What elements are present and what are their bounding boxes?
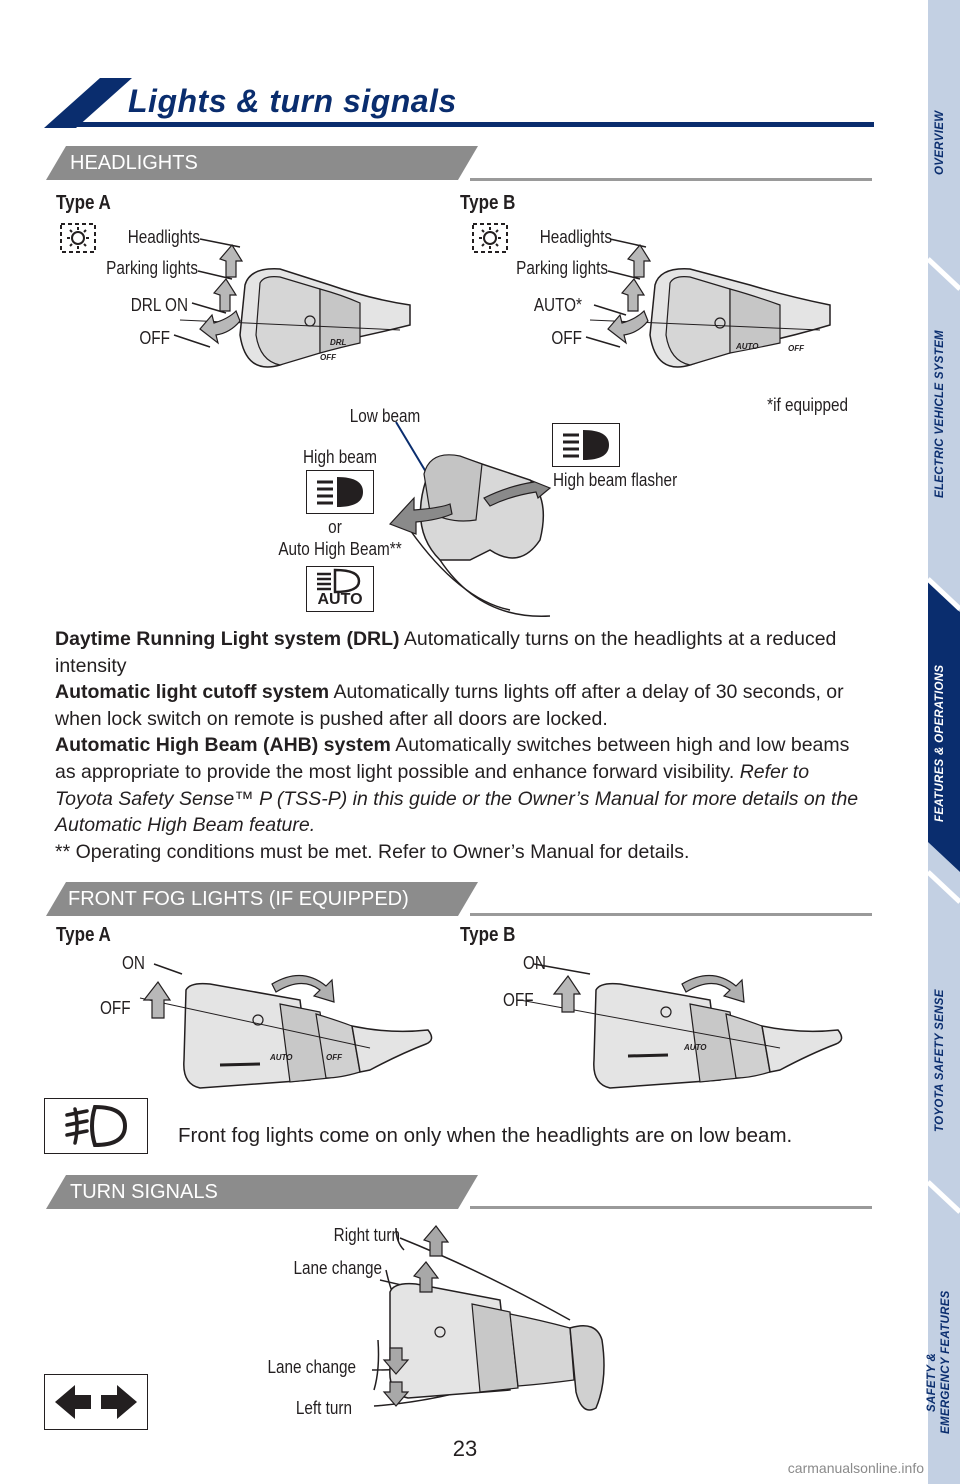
- sidebar-tab-label: OVERVIEW: [934, 110, 946, 175]
- svg-text:AUTO: AUTO: [270, 1053, 293, 1062]
- fog-type-a-label: Type A: [56, 924, 111, 946]
- drl-text: Automatically turns on the headlights at a reduced intensity: [55, 628, 837, 677]
- svg-text:OFF: OFF: [320, 353, 336, 362]
- lane-change-up-label: Lane change: [293, 1258, 382, 1278]
- sidebar-tab-label: TOYOTA SAFETY SENSE: [934, 989, 946, 1132]
- lane-change-down-label: Lane change: [267, 1357, 356, 1377]
- high-beam-icon: [306, 470, 374, 514]
- turn-section-title: TURN SIGNALS: [70, 1181, 218, 1203]
- sidebar-tab-overview[interactable]: [928, 0, 960, 262]
- position-off-a: OFF: [139, 328, 170, 348]
- sidebar-tab-safety-emergency-features[interactable]: [928, 1202, 960, 1484]
- position-parking-lights-b: Parking lights: [516, 258, 608, 278]
- svg-text:AUTO: AUTO: [684, 1043, 707, 1052]
- svg-text:OFF: OFF: [326, 1053, 342, 1062]
- turn-arrows-icon: [44, 1374, 148, 1430]
- sidebar-tab-toyota-safety-sense[interactable]: [928, 882, 960, 1202]
- headlight-stalk-type-b: [580, 225, 850, 385]
- fog-stalk-type-a: [130, 960, 440, 1100]
- ahb-title: Automatic High Beam (AHB) system: [55, 734, 391, 757]
- auto-icon-text: AUTO: [317, 591, 363, 608]
- section-divider: [470, 178, 872, 181]
- sidebar-tab-label: ELECTRIC VEHICLE SYSTEM: [934, 330, 946, 498]
- sidebar-tab-label: FEATURES & OPERATIONS: [934, 664, 946, 822]
- right-turn-label: Right turn: [333, 1225, 400, 1245]
- svg-text:DRL: DRL: [330, 338, 347, 347]
- position-parking-lights-a: Parking lights: [106, 258, 198, 278]
- ahb-text: Automatically switches between high and low beams as appropriate to provide the most light possible and enhance forward visibility.: [55, 734, 850, 783]
- section-divider: [470, 1206, 872, 1209]
- page-number: 23: [452, 1436, 478, 1461]
- position-drl-on-a: DRL ON: [130, 295, 188, 315]
- or-label: or: [328, 517, 342, 537]
- headlights-section-title: HEADLIGHTS: [70, 152, 198, 174]
- cutoff-text: Automatically turns lights off after a delay of 30 seconds, or when lock switch on remote is pushed after all doors are locked.: [55, 681, 844, 730]
- beam-stalk-hand-illustration: [380, 420, 570, 620]
- fog-off-label-b: OFF: [503, 990, 534, 1010]
- headlight-description-text: [55, 626, 865, 865]
- fog-on-label-a: ON: [122, 953, 145, 973]
- sidebar-tab-electric-vehicle-system[interactable]: [928, 262, 960, 582]
- fog-off-label-a: OFF: [100, 998, 131, 1018]
- position-auto-b: AUTO*: [533, 295, 582, 315]
- drl-title: Daytime Running Light system (DRL): [55, 628, 400, 650]
- position-headlights-a: Headlights: [127, 227, 200, 247]
- fog-light-icon: [44, 1098, 148, 1154]
- high-beam-label: High beam: [302, 447, 377, 467]
- turn-stalk-illustration: [360, 1220, 620, 1420]
- left-turn-label: Left turn: [295, 1398, 352, 1418]
- svg-text:OFF: OFF: [788, 344, 804, 353]
- headlights-type-a-label: Type A: [56, 192, 111, 214]
- position-off-b: OFF: [551, 328, 582, 348]
- position-headlights-b: Headlights: [539, 227, 612, 247]
- watermark: carmanualsonline.info: [787, 1460, 924, 1476]
- fog-type-b-label: Type B: [460, 924, 516, 946]
- auto-high-beam-label: Auto High Beam**: [278, 539, 402, 559]
- sidebar-tab-label: SAFETY &: [926, 1352, 938, 1412]
- fog-light-note: Front fog lights come on only when the headlights are on low beam.: [178, 1124, 793, 1147]
- page-title: Lights & turn signals: [128, 83, 457, 119]
- low-beam-label: Low beam: [349, 406, 421, 426]
- sidebar-tab-features-operations[interactable]: [928, 582, 960, 882]
- fog-on-label-b: ON: [523, 953, 546, 973]
- fog-section-title: FRONT FOG LIGHTS (IF EQUIPPED): [68, 888, 409, 910]
- ahb-italic-note: Refer to Toyota Safety Sense™ P (TSS-P) in this guide or the Owner’s Manual for more details on the Automatic High Beam feature.: [55, 760, 859, 837]
- if-equipped-footnote: *if equipped: [767, 395, 848, 415]
- high-beam-flasher-label: High beam flasher: [553, 470, 678, 490]
- headlights-type-b-label: Type B: [460, 192, 516, 214]
- operating-conditions-note: ** Operating conditions must be met. Refer to Owner’s Manual for details.: [55, 840, 690, 863]
- section-divider: [470, 913, 872, 916]
- auto-high-beam-icon: [306, 566, 374, 612]
- sidebar-tab-label-line2: EMERGENCY FEATURES: [940, 1290, 952, 1434]
- headlight-stalk-type-a: [170, 225, 430, 385]
- svg-text:AUTO: AUTO: [736, 342, 759, 351]
- cutoff-title: Automatic light cutoff system: [55, 681, 330, 704]
- fog-stalk-type-b: [540, 960, 850, 1100]
